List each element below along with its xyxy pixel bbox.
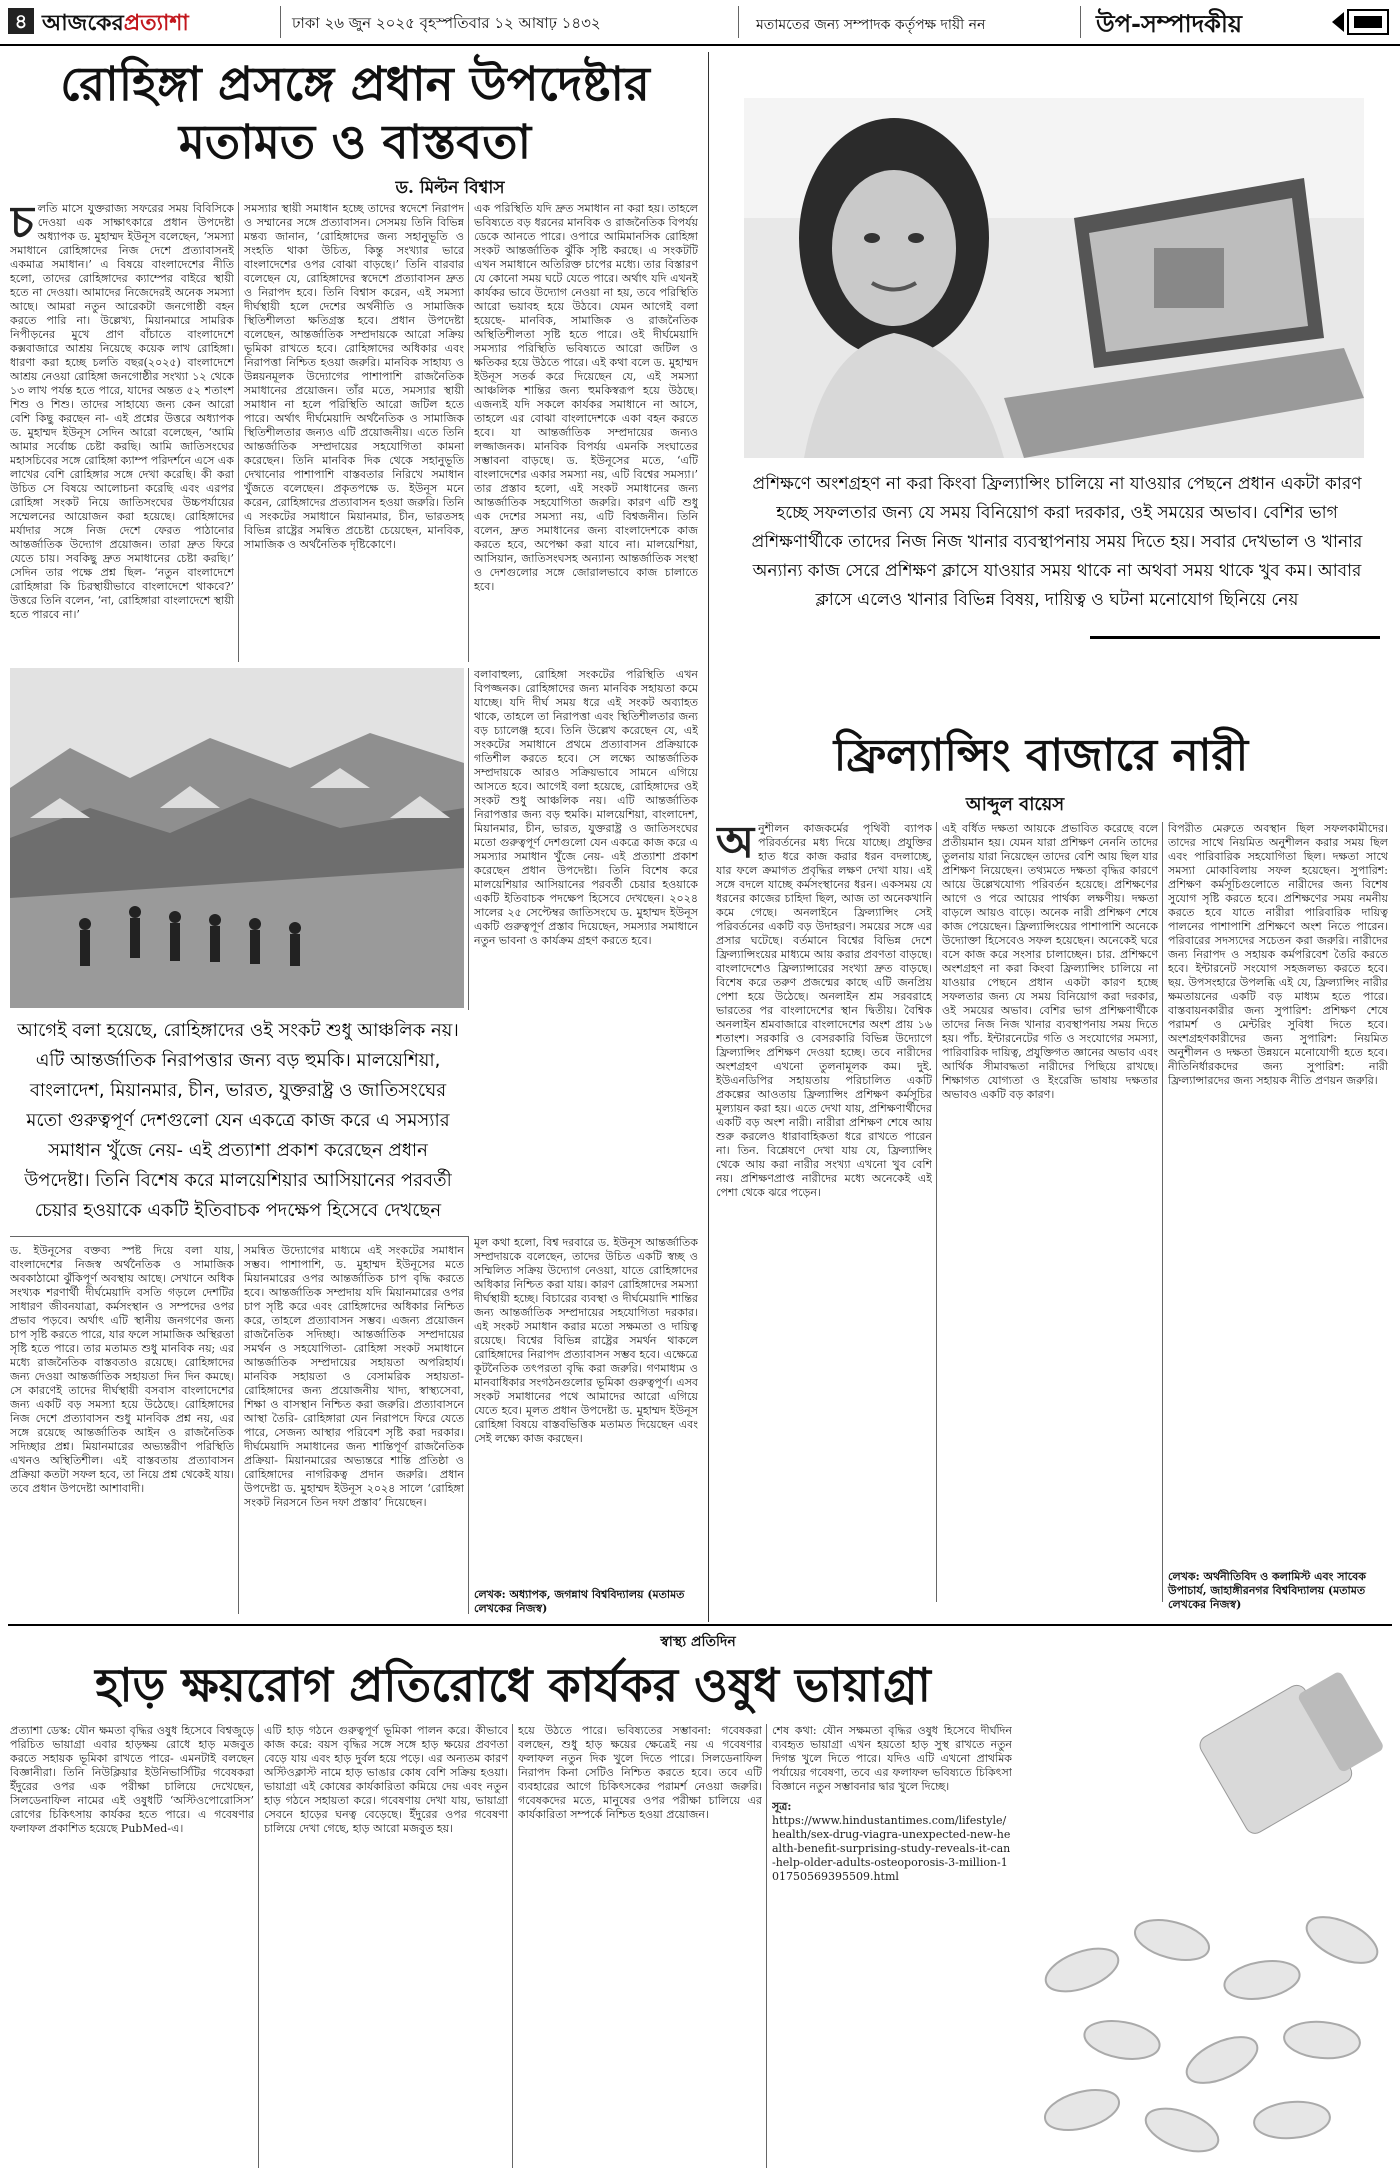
masthead-divider	[1080, 6, 1081, 38]
article-text: নুশীলন কাজকর্মের পৃথিবী ব্যাপক পরিবর্তনের মধ্য দিয়ে যাচ্ছে। প্রযুক্তির হাত ধরে কাজ করার ধরন বদলাচ্ছে, যার ফলে ক্রমাগত প্রবৃদ্ধির লক্ষণ দেখা যায়। এই সঙ্গে বদলে যাচ্ছে কর্মসংস্থানের ধরন। একসময় যে ধরনের কাজের চাহিদা ছিল, আজ তা অনেকখানি কমে গেছে। অনলাইনে ফ্রিল্যান্সিং সেই পরিবর্তনের একটি বড় উদাহরণ। সময়ের সঙ্গে এর প্রসার ঘটেছে। বর্তমানে বিশ্বের বিভিন্ন দেশে ফ্রিল্যান্সিংয়ের মাধ্যমে আয় করার প্রবণতা বাড়ছে। বাংলাদেশেও ফ্রিল্যান্সারের সংখ্যা দ্রুত বাড়ছে। বিশেষ করে তরুণ প্রজন্মের কাছে এটি জনপ্রিয় পেশা হয়ে উঠেছে। অনলাইন শ্রম সরবরাহে ভারতের পর বাংলাদেশের স্থান দ্বিতীয়। বৈশ্বিক অনলাইন শ্রমবাজারে বাংলাদেশের অংশ প্রায় ১৬ শতাংশ। সরকারি ও বেসরকারি বিভিন্ন উদ্যোগে ফ্রিল্যান্সিং প্রশিক্ষণ দেওয়া হচ্ছে। তবে নারীদের অংশগ্রহণ এখনো তুলনামূলক কম। দুই. ইউএনডিপির সহায়তায় পরিচালিত একটি প্রকল্পের আওতায় ফ্রিল্যান্সিং প্রশিক্ষণ কর্মসূচির মূল্যায়ন করা হয়। এতে দেখা যায়, প্রশিক্ষণার্থীদের একটি বড় অংশ নারী। নারীরা প্রশিক্ষণ শেষে আয় শুরু করলেও ধারাবাহিকতা ধরে রাখতে পারেন না। তিন. বিশ্লেষণে দেখা যায় যে, ফ্রিল্যান্সিং থেকে আয় করা নারীর সংখ্যা এখনো খুব বেশি নয়। প্রশিক্ষণপ্রাপ্ত নারীদের মধ্যে অনেকেই এই পেশা থেকে ঝরে পড়েন।	[716, 822, 932, 1199]
byline-freelancing: আব্দুল বায়েস	[965, 794, 1065, 815]
article-rohingya-col-2	[244, 202, 464, 664]
article-rohingya-lower-col-1	[10, 1244, 234, 1614]
article-text: শেষ কথা: যৌন সক্ষমতা বৃদ্ধির ওষুধ হিসেবে দীর্ঘদিন ব্যবহৃত ভায়াগ্রা এখন হয়তো হাড় সুস্থ রাখতে নতুন দিগন্ত খুলে দিতে পারে। যদিও এটি এখনো প্রাথমিক পর্যায়ের গবেষণা, তবে এর ফলাফল ভবিষ্যতে চিকিৎসা বিজ্ঞানে নতুন সম্ভাবনার দ্বার খুলে দিচ্ছে।	[772, 1724, 1012, 1793]
column-rule	[468, 202, 469, 662]
logo-part-1: আজকের	[42, 11, 124, 36]
author-note-rohingya: লেখক: অধ্যাপক, জগন্নাথ বিশ্ববিদ্যালয় (মতামত লেখকের নিজস্ব)	[474, 1588, 685, 1615]
column-rule	[936, 822, 937, 1602]
article-text: এক পরিস্থিতি যদি দ্রুত সমাধান না করা হয়। তাহলে ভবিষ্যতে বড় ধরনের মানবিক ও রাজনৈতিক বিপর্যয় ডেকে আনতে পারে। ওপারে আমিমানসিক রোহিঙ্গা সংকট আন্তর্জাতিক ঝুঁকি সৃষ্টি করছে। এ সংকটটি এখন সমাধানে অতিরিক্ত চাপের মধ্যে। তার বিস্তারণ যে কোনো সময় ঘটে যেতে পারে। অর্থাৎ যদি এখনই কার্যকর ভাবে উদ্যোগ নেওয়া না হয়, তবে পরিস্থিতি আরো ভয়াবহ হয়ে উঠবে। যেমন আগেই বলা হয়েছে- মানবিক, সামাজিক ও রাজনৈতিক অস্থিতিশীলতা সৃষ্টি হতে পারে। ওই দীর্ঘমেয়াদি সমস্যার পরিস্থিতি ভবিষ্যতে আরো জটিল ও ক্ষতিকর হয়ে উঠতে পারে। এই কথা বলে ড. মুহাম্মদ ইউনূস সতর্ক করে দিয়েছেন যে, এই সমস্যা আঞ্চলিক শান্তির জন্য হুমকিস্বরূপ হয়ে উঠছে। এজন্যই যদি সকলে কার্যকর সমাধানে না আসে, তাহলে এর বোঝা বাংলাদেশকে একা বহন করতে হবে। যা আন্তর্জাতিক সম্প্রদায়ের জন্যও লজ্জাজনক। মানবিক বিপর্যয় এমনকি সংঘাতের সম্ভাবনা বাড়ছে। ড. ইউনূসের মতে, ‘এটি বাংলাদেশের একার সমস্যা নয়, এটি বিশ্বের সমস্যা।’ তার প্রস্তাব হলো, এই সংকট সমাধানের জন্য আন্তর্জাতিক সহযোগিতা জরুরি। কারণ এটি শুধু এক দেশের সমস্যা নয়, এটি বিশ্বজনীন। তিনি বলেন, দ্রুত সমাধানের জন্য বাংলাদেশকে কাজ করতে হবে, অপেক্ষা করা যাবে না। মালয়েশিয়া, আসিয়ান, জাতিসংঘসহ অন্যান্য আন্তর্জাতিক সংস্থা ও দেশগুলোর সঙ্গে জোরালভাবে কাজ চালাতে হবে।	[474, 202, 698, 593]
article-text: প্রত্যাশা ডেস্ক: যৌন ক্ষমতা বৃদ্ধির ওষুধ হিসেবে বিশ্বজুড়ে পরিচিত ভায়াগ্রা এবার হাড়ক্ষয় রোধে হাড় মজবুত করতে সহায়ক ভূমিকা রাখতে পারে- এমনটাই বলছেন বিজ্ঞানীরা। তিনি নিউক্লিয়ার ইউনিভার্সিটির গবেষকরা ইঁদুরের ওপর এক পরীক্ষা চালিয়ে দেখেছেন, সিলডেনাফিল নামের এই ওষুধটি ‘অস্টিওপোরোসিস’ রোগের চিকিৎসায় কার্যকর হতে পারে। এ গবেষণার ফলাফল প্রকাশিত হয়েছে PubMed-এ।	[10, 1724, 254, 1835]
article-rohingya-col-1	[10, 202, 234, 664]
section-arrow-icon	[1332, 8, 1390, 36]
health-col-4	[772, 1724, 1012, 2168]
editorial-disclaimer: মতামতের জন্য সম্পাদক কর্তৃপক্ষ দায়ী নন	[756, 17, 986, 33]
column-rule	[258, 1724, 259, 2168]
article-rohingya-lower-col-2	[244, 1244, 464, 1614]
column-rule	[512, 1724, 513, 2168]
headline-freelancing: ফ্রিল্যান্সিং বাজারে নারী	[833, 730, 1249, 781]
article-rohingya-col-3	[474, 202, 698, 664]
health-col-1	[10, 1724, 254, 2168]
article-rohingya-col-3-mid	[474, 668, 698, 1228]
rohingya-camp-photo	[10, 668, 464, 1008]
article-rohingya-lower-col-3	[474, 1236, 698, 1586]
logo-part-2: প্রত্যাশা	[123, 11, 189, 36]
health-section-tag: স্বাস্থ্য প্রতিদিন	[660, 1634, 736, 1650]
section-title: উপ-সম্পাদকীয়	[1096, 9, 1242, 38]
column-rule	[238, 202, 239, 662]
woman-laptop-photo	[744, 98, 1364, 458]
byline-rohingya: ড. মিল্টন বিশ্বাস	[395, 178, 505, 198]
article-text: লতি মাসে যুক্তরাজ্য সফরের সময় বিবিসিকে দেওয়া এক সাক্ষাৎকারে প্রধান উপদেষ্টা অধ্যাপক ড. মুহাম্মদ ইউনূস বলেছেন, ‘সমস্যা সমাধানে রোহিঙ্গাদের নিজ দেশে প্রত্যাবাসনই একমাত্র সমাধান।’ এ বিষয়ে বাংলাদেশের নীতি হলো, তাদের রোহিঙ্গাদের ক্যাম্পের বাইরে স্থায়ী হতে না দেওয়া। আমাদের নিজেদেরই অনেক সমস্যা আছে। আমরা নতুন আরেকটা জনগোষ্ঠী বহন করতে পারি না। উল্লেখ্য, মিয়ানমারে সামরিক নিপীড়নের মুখে প্রাণ বাঁচাতে বাংলাদেশে কক্সবাজারে আশ্রয় নিয়েছে কয়েক লাখ রোহিঙ্গা। ধারণা করা হচ্ছে চলতি বছর(২০২৫) বাংলাদেশে আশ্রয় নেওয়া রোহিঙ্গা জনগোষ্ঠীর সংখ্যা ১২ থেকে ১৩ লাখ পর্যন্ত হতে পারে, যাদের অন্তত ৫২ শতাংশ শিশু ও শিশু। তাদের সাহায্যে জন্য কেন আরো বেশি কিছু করছেন না- এই প্রশ্নের উত্তরে অধ্যাপক ড. মুহাম্মদ ইউনূস সেদিন আরো বলেছেন, ‘আমি আমার সর্বোচ্চ চেষ্টা করছি। আমি জাতিসংঘের মহাসচিবের সঙ্গে রোহিঙ্গা ক্যাম্প পরিদর্শনে এসে এক লাখের বেশি রোহিঙ্গার সঙ্গে দেখা করেছি। কী করা উচিত সে বিষয়ে আলোচনা করেছি এবং এরপর রোহিঙ্গা সংকট নিয়ে জাতিসংঘের উচ্চপর্যায়ের সম্মেলনের আয়োজন করা হয়েছে। রোহিঙ্গাদের মর্যাদার সঙ্গে নিজ দেশে ফেরত পাঠানোর আন্তর্জাতিক উদ্যোগ প্রয়োজন। তারা দ্রুত ফিরে যেতে চায়। সবকিছু দ্রুত সমাধানের চেষ্টা করছি।’ সেদিন তার পক্ষে প্রশ্ন ছিল- ‘নতুন বাংলাদেশে রোহিঙ্গারা কি চিরস্থায়ীভাবে বাংলাদেশে থাকবে?’ উত্তরে তিনি বলেন, ‘না, রোহিঙ্গারা বাংলাদেশে স্থায়ী হতে পারবে না।’	[10, 202, 234, 621]
woman-laptop-image-icon	[744, 98, 1364, 458]
dropcap: চ	[10, 202, 34, 248]
article-freelancing-col-1	[716, 822, 932, 1592]
column-rule	[468, 1236, 469, 1614]
camp-image-icon	[10, 668, 464, 1008]
article-text: মূল কথা হলো, বিশ্ব দরবারে ড. ইউনূস আন্তর্জাতিক সম্প্রদায়কে বলেছেন, তাদের উচিত একটি স্বচ্ছ ও সম্মিলিত সক্রিয় উদ্যোগ নেওয়া, যাতে রোহিঙ্গাদের অধিকার নিশ্চিত করা যায়। কারণ রোহিঙ্গাদের সমস্যা দীর্ঘস্থায়ী হচ্ছে। বিচারের ব্যবস্থা ও দীর্ঘমেয়াদি শান্তির জন্য আন্তর্জাতিক সম্প্রদায়ের সহযোগিতা দরকার। এই সংকট সমাধান করার মতো সক্ষমতা ও দায়িত্ব রয়েছে। বিশ্বের বিভিন্ন রাষ্ট্রের সমর্থন থাকলে রোহিঙ্গাদের নিরাপদ প্রত্যাবাসন সম্ভব হবে। এক্ষেত্রে কূটনৈতিক তৎপরতা বৃদ্ধি করা জরুরি। গণমাধ্যম ও মানবাধিকার সংগঠনগুলোর ভূমিকা গুরুত্বপূর্ণ। এসব সংকট সমাধানের পথে আমাদের আরো এগিয়ে যেতে হবে। মূলত প্রধান উপদেষ্টা ড. মুহাম্মদ ইউনূস রোহিঙ্গা বিষয়ে বাস্তবভিত্তিক মতামত দিয়েছেন এবং সেই লক্ষ্যে কাজ করছেন।	[474, 1236, 698, 1445]
health-col-3	[518, 1724, 762, 2168]
headline-line-2: মতামত ও বাস্তবতা	[178, 115, 532, 170]
health-col-2	[264, 1724, 508, 2168]
article-text: হয়ে উঠতে পারে। ভবিষ্যতের সম্ভাবনা: গবেষকরা বলছেন, শুধু হাড় ক্ষয়ের ক্ষেত্রেই নয় এ গবেষণার ফলাফল নতুন দিক খুলে দিতে পারে। সিলডেনাফিল নিরাপদ কিনা সেটিও নিশ্চিত করতে হবে। তবে এটি ব্যবহারের আগে চিকিৎসকের পরামর্শ নেওয়া জরুরি। গবেষকদের মতে, মানুষের ওপর পরীক্ষা চালিয়ে এর কার্যকারিতা সম্পর্কে নিশ্চিত হওয়া প্রয়োজন।	[518, 1724, 762, 1821]
masthead-divider	[280, 6, 281, 38]
column-rule	[1162, 822, 1163, 1602]
section-rule	[8, 1624, 1392, 1626]
article-text: ড. ইউনূসের বক্তব্য স্পষ্ট দিয়ে বলা যায়, বাংলাদেশের নিজস্ব অর্থনৈতিক ও সামাজিক অবকাঠামো ঝুঁকিপূর্ণ অবস্থায় আছে। সেখানে অধিক সংখ্যক শরণার্থী দীর্ঘমেয়াদি বসতি গড়লে দেশটির সাধারণ জীবনযাত্রা, কর্মসংস্থান ও সম্পদের ওপর প্রভাব পড়বে। অর্থাৎ এটি স্থানীয় জনগণের জন্য চাপ সৃষ্টি করতে পারে, যার ফলে সামাজিক অস্থিরতা সৃষ্টি হতে পারে। তার মতামত শুধু মানবিক নয়; এর মধ্যে রাজনৈতিক বাস্তবতাও রয়েছে। রোহিঙ্গাদের জন্য দেওয়া আন্তর্জাতিক সহায়তা দিন দিন কমছে। সে কারণেই তাদের দীর্ঘস্থায়ী বসবাস বাংলাদেশের জন্য একটি বড় সমস্যা হয়ে উঠেছে। রোহিঙ্গাদের নিজ দেশে প্রত্যাবাসন শুধু মানবিক প্রশ্ন নয়, এর সঙ্গে রয়েছে আন্তর্জাতিক আইন ও রাজনৈতিক সদিচ্ছার প্রশ্ন। মিয়ানমারের অভ্যন্তরীণ পরিস্থিতি এখনও অস্থিতিশীল। এই বাস্তবতায় প্রত্যাবাসন প্রক্রিয়া কতটা সফল হবে, তা নিয়ে প্রশ্ন থেকেই যায়। তবে প্রধান উপদেষ্টা আশাবাদী।	[10, 1244, 234, 1495]
article-text: সমন্বিত উদ্যোগের মাধ্যমে এই সংকটের সমাধান সম্ভব। পাশাপাশি, ড. মুহাম্মদ ইউনূসের মতে মিয়ানমারের ওপর আন্তর্জাতিক চাপ বৃদ্ধি করতে হবে। আন্তর্জাতিক সম্প্রদায় যদি মিয়ানমারের ওপর চাপ সৃষ্টি করে এবং রোহিঙ্গাদের অধিকার নিশ্চিত করে, তাহলে প্রত্যাবাসন সম্ভব। এজন্য প্রয়োজন রাজনৈতিক সদিচ্ছা। আন্তর্জাতিক সম্প্রদায়ের সমর্থন ও সহযোগিতা- রোহিঙ্গা সংকট সমাধানে আন্তর্জাতিক সম্প্রদায়ের সহায়তা অপরিহার্য। মানবিক সহায়তা ও বেসামরিক সহায়তা- রোহিঙ্গাদের জন্য প্রয়োজনীয় খাদ্য, স্বাস্থ্যসেবা, শিক্ষা ও বাসস্থান নিশ্চিত করা জরুরি। প্রত্যাবাসনে আস্থা তৈরি- রোহিঙ্গারা যেন নিরাপদে ফিরে যেতে পারে, সেজন্য আস্থার পরিবেশ সৃষ্টি করা দরকার। দীর্ঘমেয়াদি সমাধানের জন্য শান্তিপূর্ণ রাজনৈতিক প্রক্রিয়া- মিয়ানমারের অভ্যন্তরে শান্তি প্রতিষ্ঠা ও রোহিঙ্গাদের নাগরিকত্ব প্রদান জরুরি। প্রধান উপদেষ্টা ড. মুহাম্মদ ইউনূস ২০২৪ সালে ‘রোহিঙ্গা সংকট নিরসনে তিন দফা প্রস্তাব’ দিয়েছেন।	[244, 1244, 464, 1509]
source-label: সূত্র:	[772, 1800, 792, 1813]
column-rule	[766, 1724, 767, 2168]
page-number: ৪	[8, 8, 34, 34]
masthead-divider	[738, 6, 739, 38]
headline-line-1: রোহিঙ্গা প্রসঙ্গে প্রধান উপদেষ্টার	[60, 57, 650, 112]
decor-rule	[1090, 636, 1380, 639]
masthead	[0, 0, 1400, 46]
pull-quote-freelancing: প্রশিক্ষণে অংশগ্রহণ না করা কিংবা ফ্রিল্যান্সিং চালিয়ে না যাওয়ার পেছনে প্রধান একটা কারণ হচ্ছে সফলতার জন্য যে সময় বিনিয়োগ করা দরকার, ওই সময়ের অভাব। বেশির ভাগ প্রশিক্ষণার্থীকে তাদের নিজ নিজ খানার ব্যবস্থাপনায় সময় দিতে হয়। সবার দেখভাল ও খানার অন্যান্য কাজ সেরে প্রশিক্ষণ ক্লাসে যাওয়ার সময় থাকে না অথবা সময় থাকে খুব কম। আবার ক্লাসে এলেও খানার বিভিন্ন বিষয়, দায়িত্ব ও ঘটনা মনোযোগ ছিনিয়ে নেয়	[751, 474, 1363, 610]
article-text: বলাবাহুল্য, রোহিঙ্গা সংকটের পরিস্থিতি এখন বিপজ্জনক। রোহিঙ্গাদের জন্য মানবিক সহায়তা কমে যাচ্ছে। যদি দীর্ঘ সময় ধরে এই সংকট অব্যাহত থাকে, তাহলে তা নিরাপত্তা এবং স্থিতিশীলতার জন্য বড় চ্যালেঞ্জ হবে। তিনি উল্লেখ করেছেন যে, এই সংকটের সমাধানে প্রথমে প্রত্যাবাসন প্রক্রিয়াকে গতিশীল করতে হবে। সে লক্ষ্যে আন্তর্জাতিক সম্প্রদায়কে আরও সক্রিয়ভাবে সামনে এগিয়ে আসতে হবে। আগেই বলা হয়েছে, রোহিঙ্গাদের ওই সংকট শুধু আঞ্চলিক নয়। এটি আন্তর্জাতিক নিরাপত্তার জন্য বড় হুমকি। মালয়েশিয়া, বাংলাদেশ, মিয়ানমার, চীন, ভারত, যুক্তরাষ্ট্র ও জাতিসংঘের মতো গুরুত্বপূর্ণ দেশগুলো যেন একত্রে কাজ করে এ সমস্যার সমাধান খুঁজে নেয়- এই প্রত্যাশা প্রকাশ করেছেন প্রধান উপদেষ্টা। তিনি বিশেষ করে মালয়েশিয়ার আসিয়ানের পরবর্তী চেয়ার হওয়াকে একটি ইতিবাচক পদক্ষেপ হিসেবে দেখছেন। ২০২৪ সালের ২৫ সেপ্টেম্বর জাতিসংঘে ড. মুহাম্মদ ইউনূস একটি গুরুত্বপূর্ণ প্রস্তাব দিয়েছেন, সমস্যার সমাধানে নতুন ভাবনা ও কার্যক্রম গ্রহণ করতে হবে।	[474, 668, 698, 947]
date-line: ঢাকা ২৬ জুন ২০২৫ বৃহস্পতিবার ১২ আষাঢ় ১৪৩২	[292, 14, 601, 32]
article-text: বিপরীত মেরুতে অবস্থান ছিল সফলকামীদের। তাদের সাথে নিয়মিত অনুশীলন করার সময় ছিল এবং পারিবারিক সহযোগিতা ছিল। দক্ষতা সাথে সমস্যা মোকাবিলায় সফল হয়েছেন। সুপারিশ: প্রশিক্ষণ কর্মসূচিগুলোতে নারীদের জন্য বিশেষ সুযোগ সৃষ্টি করতে হবে। প্রশিক্ষণের সময় নমনীয় করতে হবে যাতে নারীরা পারিবারিক দায়িত্ব পালনের পাশাপাশি প্রশিক্ষণে অংশ নিতে পারেন। পরিবারের সদস্যদের সচেতন করা জরুরি। নারীদের জন্য নিরাপদ ও সহায়ক কর্মপরিবেশ তৈরি করতে হবে। ইন্টারনেট সংযোগ সহজলভ্য করতে হবে। ছয়. উপসংহারে উপলব্ধি এই যে, ফ্রিল্যান্সিং নারীর ক্ষমতায়নের একটি বড় মাধ্যম হতে পারে। বাস্তবায়নকারীর জন্য সুপারিশ: প্রশিক্ষণ শেষে পরামর্শ ও মেন্টরিং সুবিধা দিতে হবে। অংশগ্রহণকারীদের জন্য সুপারিশ: নিয়মিত অনুশীলন ও দক্ষতা উন্নয়নে মনোযোগী হতে হবে। নীতিনির্ধারকদের জন্য সুপারিশ: নারী ফ্রিল্যান্সারদের জন্য সহায়ক নীতি প্রণয়ন জরুরি।	[1168, 822, 1388, 1087]
article-text: সমস্যার স্থায়ী সমাধান হচ্ছে তাদের স্বদেশে নিরাপদ ও সম্মানের সঙ্গে প্রত্যাবাসন। সেসময় তিনি বিভিন্ন মন্তব্য জানান, ‘রোহিঙ্গাদের জন্য সহানুভূতি ও সংহতি থাকা উচিত, কিন্তু সংখ্যার ভারে বাংলাদেশের ওপর বোঝা বাড়ছে।’ তিনি বারবার বলেছেন যে, রোহিঙ্গাদের স্বদেশে প্রত্যাবাসন দ্রুত ও নিরাপদ হবে। তিনি বিশ্বাস করেন, এই সমস্যা দীর্ঘস্থায়ী হলে দেশের অর্থনীতি ও সামাজিক স্থিতিশীলতা ক্ষতিগ্রস্ত হবে। প্রধান উপদেষ্টা বলেছেন, আন্তর্জাতিক সম্প্রদায়কে আরো সক্রিয় ভূমিকা রাখতে হবে। রোহিঙ্গাদের অধিকার এবং নিরাপত্তা নিশ্চিত হওয়া জরুরি। মানবিক সাহায্য ও উন্নয়নমূলক উদ্যোগের পাশাপাশি রাজনৈতিক সমাধানের প্রয়োজন। তাঁর মতে, সমস্যার স্থায়ী সমাধান না হলে পরিস্থিতি আরো জটিল হতে পারে। অর্থাৎ দীর্ঘমেয়াদি অর্থনৈতিক ও সামাজিক স্থিতিশীলতার জন্যও এটি প্রয়োজনীয়। এতে তিনি আন্তর্জাতিক সম্প্রদায়ের সহযোগিতা কামনা করেছেন। তিনি মানবিক দিক থেকে সহানুভূতি দেখানোর পাশাপাশি বাস্তবতার নিরিখে সমাধান খুঁজতে বলেছেন। প্রকৃতপক্ষে ড. ইউনূস মনে করেন, রোহিঙ্গাদের প্রত্যাবাসন হওয়া জরুরি। তিনি এ সংকটের সমাধানে মিয়ানমার, চীন, ভারতসহ বিভিন্ন রাষ্ট্রের সমন্বিত প্রচেষ্টা চেয়েছেন, মানবিক, সামাজিক ও অর্থনৈতিক দৃষ্টিকোণে।	[244, 202, 464, 551]
article-text: এই বর্ধিত দক্ষতা আয়কে প্রভাবিত করেছে বলে প্রতীয়মান হয়। যেমন যারা প্রশিক্ষণ নেননি তাদের তুলনায় যারা নিয়েছেন তাদের বেশি আয় ছিল যার প্রশিক্ষণ নিয়েছেন। তথ্যমতে দক্ষতা বৃদ্ধির কারণে আয়ে উল্লেখযোগ্য পরিবর্তন হয়েছে। প্রশিক্ষণের আগে ও পরে আয়ের পার্থক্য লক্ষণীয়। দক্ষতা বাড়লে আয়ও বাড়ে। অনেক নারী প্রশিক্ষণ শেষে কাজ পেয়েছেন। ফ্রিল্যান্সিংয়ের পাশাপাশি অনেকে উদ্যোক্তা হিসেবেও সফল হয়েছেন। অনেকেই ঘরে বসে কাজ করে সংসার চালাচ্ছেন। চার. প্রশিক্ষণে অংশগ্রহণ না করা কিংবা ফ্রিল্যান্সিং চালিয়ে না যাওয়ার পেছনে প্রধান একটা কারণ হচ্ছে সফলতার জন্য যে সময় বিনিয়োগ করা দরকার, ওই সময়ের অভাব। বেশির ভাগ প্রশিক্ষণার্থীকে তাদের নিজ নিজ খানার ব্যবস্থাপনায় সময় দিতে হয়। পাঁচ. ইন্টারনেটের গতি ও সংযোগের সমস্যা, পারিবারিক দায়িত্ব, প্রযুক্তিগত জ্ঞানের অভাব এবং আর্থিক সীমাবদ্ধতা নারীদের পিছিয়ে রাখছে। শিক্ষাগত যোগ্যতা ও ইংরেজি ভাষায় দক্ষতার অভাবও একটি বড় কারণ।	[942, 822, 1158, 1101]
section-rule	[10, 1236, 468, 1237]
column-rule	[468, 668, 469, 1010]
dropcap: অ	[716, 822, 755, 868]
newspaper-logo	[42, 6, 189, 43]
pills-photo	[1022, 1640, 1392, 2170]
article-freelancing-col-2	[942, 822, 1158, 1602]
source-url: https://www.hindustantimes.com/lifestyle/health/sex-drug-viagra-unexpected-new-health-benefit-surprising-study-reveals-it-can-help-older-adults-osteoporosis-3-million-101750569395509.html	[772, 1814, 1011, 1883]
article-rohingya-headline	[8, 56, 702, 172]
article-divider	[708, 52, 709, 1622]
article-text: এটি হাড় গঠনে গুরুত্বপূর্ণ ভূমিকা পালন করে। কীভাবে কাজ করে: বয়স বৃদ্ধির সঙ্গে সঙ্গে হাড় ক্ষয়ের প্রবণতা বেড়ে যায় এবং হাড় দুর্বল হয়ে পড়ে। এর অন্যতম কারণ অস্টিওক্লাস্ট নামে হাড় ভাঙার কোষ বেশি সক্রিয় হওয়া। ভায়াগ্রা এই কোষের কার্যকারিতা কমিয়ে দেয় এবং নতুন হাড় গঠনে সহায়তা করে। গবেষণায় দেখা যায়, ভায়াগ্রা সেবনে হাড়ের ঘনত্ব বেড়েছে। ইঁদুরের ওপর গবেষণা চালিয়ে দেখা গেছে, হাড় আরো মজবুত হয়।	[264, 1724, 508, 1835]
author-note-freelancing: লেখক: অর্থনীতিবিদ ও কলামিস্ট এবং সাবেক উপাচার্য, জাহাঙ্গীরনগর বিশ্ববিদ্যালয় (মতামত লেখকের নিজস্ব)	[1168, 1570, 1366, 1611]
article-freelancing-col-3	[1168, 822, 1388, 1562]
headline-health: হাড় ক্ষয়রোগ প্রতিরোধে কার্যকর ওষুধ ভায়াগ্রা	[95, 1658, 931, 1712]
pull-quote-rohingya: আগেই বলা হয়েছে, রোহিঙ্গাদের ওই সংকট শুধু আঞ্চলিক নয়। এটি আন্তর্জাতিক নিরাপত্তার জন্য বড় হুমকি। মালয়েশিয়া, বাংলাদেশ, মিয়ানমার, চীন, ভারত, যুক্তরাষ্ট্র ও জাতিসংঘের মতো গুরুত্বপূর্ণ দেশগুলো যেন একত্রে কাজ করে এ সমস্যার সমাধান খুঁজে নেয়- এই প্রত্যাশা প্রকাশ করেছেন প্রধান উপদেষ্টা। তিনি বিশেষ করে মালয়েশিয়ার আসিয়ানের পরবর্তী চেয়ার হওয়াকে একটি ইতিবাচক পদক্ষেপ হিসেবে দেখছেন	[17, 1020, 459, 1221]
pills-image-icon	[1022, 1640, 1392, 2170]
column-rule	[238, 1244, 239, 1614]
